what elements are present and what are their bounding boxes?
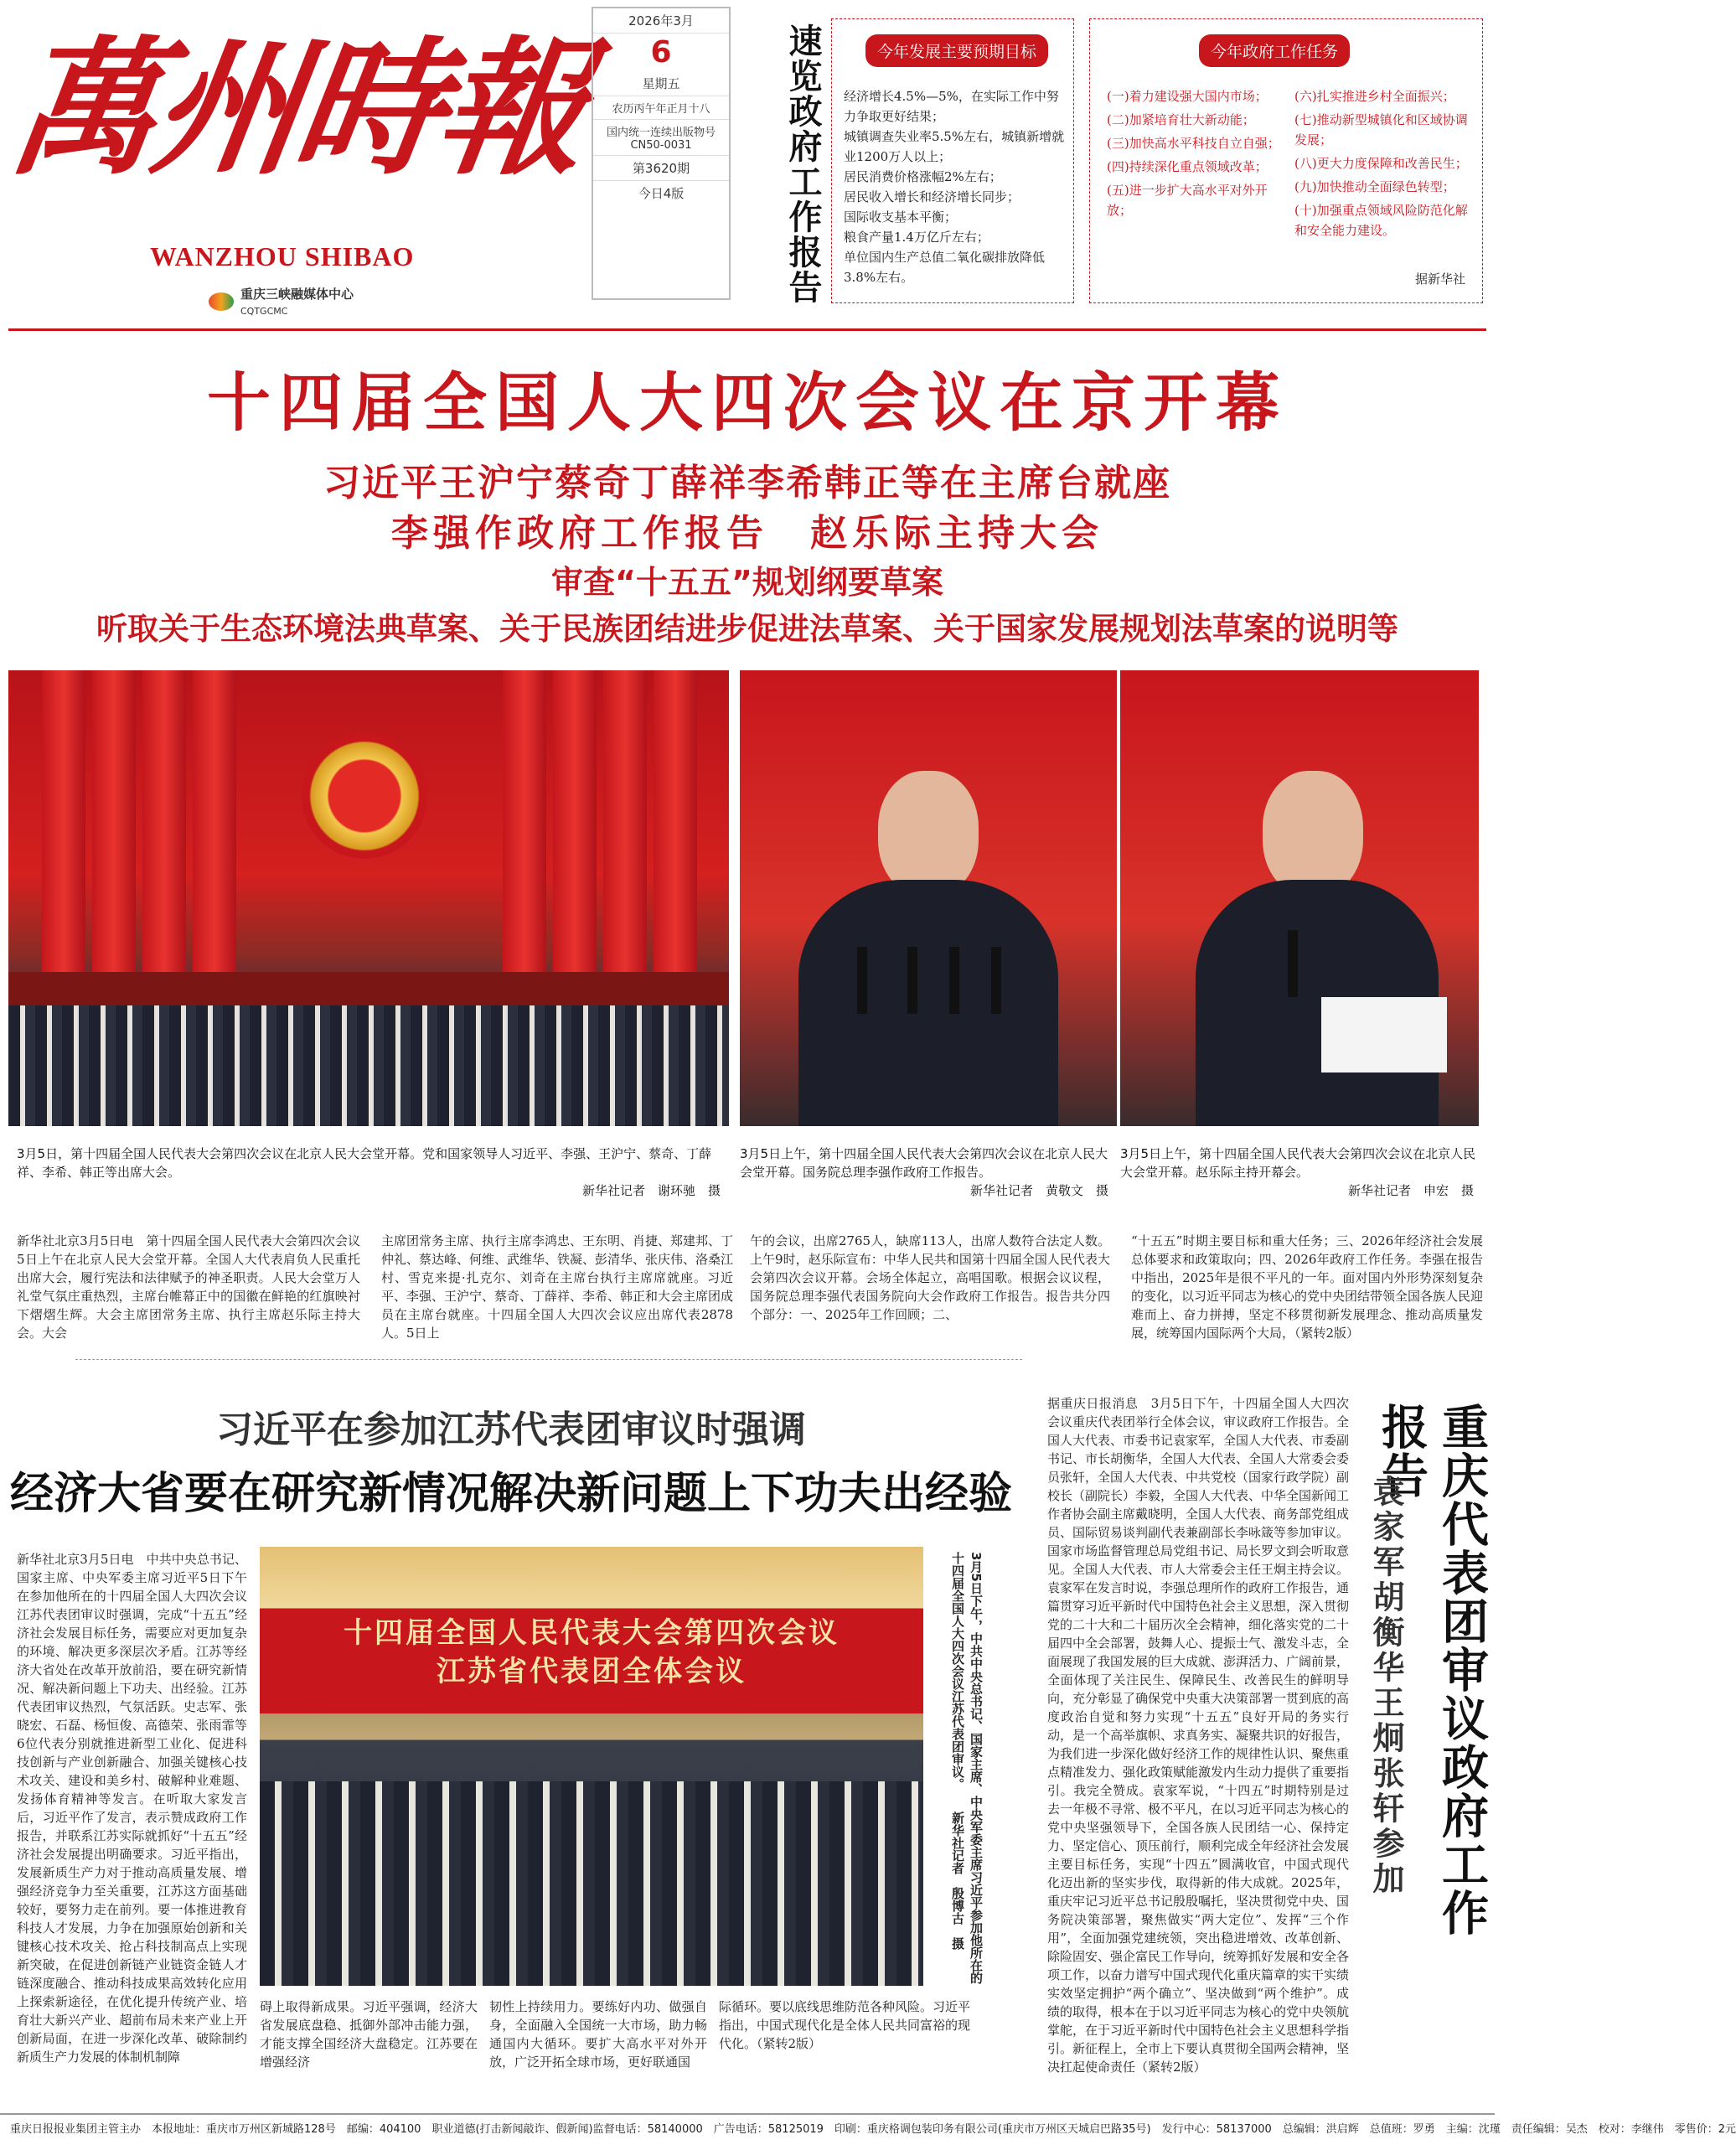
issue-number: 第3620期 bbox=[593, 156, 729, 181]
opening-hall-photo bbox=[8, 670, 729, 1126]
target-item: 城镇调查失业率5.5%左右，城镇新增就业1200万人以上； bbox=[844, 129, 1065, 164]
lead-story-col3: 午的会议，出席2765人，缺席113人，出席人数符合法定人数。上午9时，赵乐际宣布：中华人民共和国第十四届全国人民代表大会第四次会议开幕。会场全体起立，高唱国歌。根据会议议程，国务院总理李强代表国务院向大会作政府工作报告。报告共分四个部分：一、2025年工作回顾；二、 bbox=[750, 1233, 1110, 1322]
photo-caption-3: 3月5日上午，第十四届全国人民代表大会第四次会议在北京人民大会堂开幕。赵乐际主持开幕会。 新华社记者 申宏 摄 bbox=[1120, 1146, 1476, 1198]
subheadline-1: 习近平王沪宁蔡奇丁薛祥李希韩正等在主席台就座 bbox=[323, 462, 1171, 504]
page-count: 今日4版 bbox=[638, 186, 685, 201]
national-emblem-icon bbox=[302, 733, 427, 859]
targets-list bbox=[844, 86, 1067, 287]
section-divider bbox=[75, 1359, 1022, 1360]
story2-photo-caption: 3月5日下午，中共中央总书记、国家主席、中央军委主席习近平参加他所在的十四届全国人大四次会议江苏代表团审议。 新华社记者 殷博古 摄 bbox=[950, 1552, 984, 1984]
subheadline-4: 听取关于生态环境法典草案、关于民族团结进步促进法草案、关于国家发展规划法草案的说明等 bbox=[96, 611, 1398, 647]
lunar-date: 农历丙午年正月十八 bbox=[593, 96, 729, 120]
year-month: 2026年3月 bbox=[593, 8, 729, 34]
target-item: 单位国内生产总值二氧化碳排放降低3.8%左右。 bbox=[844, 250, 1046, 285]
lead-story-col2: 主席团常务主席、执行主席李鸿忠、王东明、肖捷、郑建邦、丁仲礼、蔡达峰、何维、武维华、铁凝、彭清华、张庆伟、洛桑江村、雪克来提·扎克尔、刘奇在主席台执行主席席就座。习近平、李强、王沪宁、蔡奇、丁薛祥、李希、韩正和大会主席团成员在主席台就座。十四届全国人大四次会议应出席代表2878人。5日上 bbox=[381, 1233, 734, 1341]
jiangsu-meeting-photo bbox=[260, 1547, 923, 1986]
task-item: (五)进一步扩大高水平对外开放； bbox=[1107, 183, 1268, 218]
media-center-logo bbox=[209, 285, 354, 318]
story2-kicker: 习近平在参加江苏代表团审议时强调 bbox=[216, 1408, 806, 1451]
footer-info: 重庆日报报业集团主管主办 本报地址：重庆市万州区新城路128号 邮编：404100 职业道德(打击新闻敲诈、假新闻)监督电话：58140000 广告电话：58125019 印刷：重庆格调包装印务有限公司(重庆市万州区天城启巴路35号) 发行中心：58137000 总编辑：洪启辉 总值班：罗勇 主编：沈瑾 责任编辑：吴杰 校对：李继伟 零售价：2元 bbox=[0, 2113, 1495, 2145]
cn-number: 国内统一连续出版物号 CN50-0031 bbox=[593, 120, 729, 156]
story2-col2: 碍上取得新成果。习近平强调，经济大省发展底盘稳、抵御外部冲击能力强，才能支撑全国经济大盘稳定。江苏要在增强经济 bbox=[260, 1999, 478, 2070]
source-credit: 据新华社 bbox=[1414, 271, 1465, 287]
masthead-divider bbox=[8, 328, 1486, 331]
day-number: 6 bbox=[650, 35, 672, 70]
tasks-right bbox=[1294, 86, 1470, 244]
main-headline: 十四届全国人大四次会议在京开幕 bbox=[207, 365, 1288, 440]
tasks-box bbox=[1089, 18, 1483, 303]
tasks-left bbox=[1107, 86, 1283, 224]
lead-story-col1: 新华社北京3月5日电 第十四届全国人民代表大会第四次会议5日上午在北京人民大会堂开幕。全国人大代表肩负人民重托出席大会，履行宪法和法律赋予的神圣职责。人民大会堂万人礼堂气氛庄重热烈，主席台帷幕正中的国徽在鲜艳的红旗映衬下熠熠生辉。大会主席团常务主席、执行主席赵乐际主持大会。大会 bbox=[17, 1233, 360, 1341]
weekday: 星期五 bbox=[593, 71, 729, 96]
story2-col1: 新华社北京3月5日电 中共中央总书记、国家主席、中央军委主席习近平5日下午在参加他所在的十四届全国人大四次会议江苏代表团审议时强调，完成“十五五”经济社会发展目标任务，需要应对更加复杂的环境、解决更多深层次矛盾。江苏等经济大省处在改革开放前沿，要在研究新情况、解决新问题上下功夫、出经验。江苏代表团审议热烈，气氛活跃。史志军、张晓宏、石磊、杨恒俊、高德荣、张雨霏等6位代表分别就推进新型工业化、促进科技创新与产业创新融合、加强关键核心技术攻关、建设和美乡村、破解种业难题、发扬体育精神等发言。在听取大家发言后，习近平作了发言，表示赞成政府工作报告，并联系江苏实际就抓好“十五五”经济社会发展提出明确要求。习近平指出，发展新质生产力对于推动高质量发展、增强经济竞争力至关重要，江苏这方面基础较好，要努力走在前列。要一体推进教育科技人才发展，力争在加强原始创新和关键核心技术攻关、抢占科技制高点上实现新突破，在促进创新链产业链资金链人才链深度融合、推动科技成果高效转化应用上探索新途径，在优化提升传统产业、培育壮大新兴产业、超前布局未来产业上开创新局面，在进一步深化改革、破除制约新质生产力发展的体制机制障 bbox=[17, 1552, 247, 2065]
zhao-leji-photo bbox=[1120, 670, 1479, 1126]
date-box bbox=[592, 7, 731, 300]
task-item: (七)推动新型城镇化和区域协调发展； bbox=[1294, 112, 1468, 147]
target-item: 粮食产量1.4万亿斤左右； bbox=[844, 230, 989, 245]
task-item: (四)持续深化重点领域改革； bbox=[1107, 159, 1268, 174]
target-item: 国际收支基本平衡； bbox=[844, 209, 958, 225]
target-item: 居民消费价格涨幅2%左右； bbox=[844, 169, 1002, 184]
task-item: (六)扎实推进乡村全面振兴； bbox=[1294, 89, 1455, 104]
story2-col3: 韧性上持续用力。要练好内功、做强自身，全面融入全国统一大市场，助力畅通国内大循环。要扩大高水平对外开放，广泛开拓全球市场，更好联通国 bbox=[489, 1999, 707, 2070]
summary-title: 速览政府工作报告 bbox=[783, 23, 822, 305]
story2-col4: 际循环。要以底线思维防范各种风险。习近平指出，中国式现代化是全体人民共同富裕的现代化。（紧转2版） bbox=[719, 1999, 971, 2051]
story3-subtitle: 袁家军胡衡华王炯张轩参加 bbox=[1367, 1475, 1404, 1897]
story2-title: 经济大省要在研究新情况解决新问题上下功夫出经验 bbox=[9, 1469, 1012, 1519]
story3-body: 据重庆日报消息 3月5日下午，十四届全国人大四次会议重庆代表团举行全体会议，审议政府工作报告。全国人大代表、市委书记袁家军，全国人大代表、市委副书记、市长胡衡华，全国人大代表、全国人大常委会委员张轩，全国人大代表、中共党校（国家行政学院）副校长（副院长）李毅，全国人大代表、中华全国新闻工作者协会副主席戴晓明，全国人大代表、商务部党组成员、国际贸易谈判副代表兼副部长李咏箴等参加审议。国家市场监督管理总局党组书记、局长罗文到会听取意见。全国人大代表、市人大常委会主任王炯主持会议。袁家军在发言时说，李强总理所作的政府工作报告，通篇贯穿习近平新时代中国特色社会主义思想，深入贯彻党的二十大和二十届历次全会精神，细化落实党的二十届四中全会部署，鼓舞人心、提振士气、激发斗志，全面展现了我国发展的巨大成就、澎湃活力、广阔前景，全面体现了关注民生、保障民生、改善民生的鲜明导向，充分彰显了确保党中央重大决策部署一贯到底的高度政治自觉和努力实现“十五五”良好开局的务实行动，是一个高举旗帜、求真务实、凝聚共识的好报告，为我们进一步深化做好经济工作的规律性认识、聚焦重点精准发力、强化政策赋能激发内生动力提供了重要指引。我完全赞成。袁家军说，“十四五”时期特别是过去一年极不寻常、极不平凡，在以习近平同志为核心的党中央坚强领导下，全国各族人民团结一心、保持定力、坚定信心、顶压前行，顺利完成全年经济社会发展主要目标任务，实现“十四五”圆满收官，中国式现代化迈出新的坚实步伐，取得新的伟大成就。2025年，重庆牢记习近平总书记殷殷嘱托，坚决贯彻党中央、国务院决策部署，聚焦做实“两大定位”、发挥“三个作用”，全面加强党建统领，突出稳进增效、改革创新、除险固安、强企富民工作导向，统筹抓好发展和安全各项工作，以奋力谱写中国式现代化重庆篇章的实干实绩实效坚定拥护“两个确立”、坚决做到“两个维护”。成绩的取得，根本在于以习近平同志为核心的党中央领航掌舵，在于习近平新时代中国特色社会主义思想科学指引。新征程上，全市上下要认真贯彻全国两会精神，坚决扛起使命责任（紧转2版） bbox=[1047, 1396, 1350, 2075]
targets-label: 今年发展主要预期目标 bbox=[865, 34, 1048, 67]
task-item: (二)加紧培育壮大新动能； bbox=[1107, 112, 1255, 127]
subheadline-3: 审查“十五五”规划纲要草案 bbox=[551, 564, 943, 601]
photo-caption-2: 3月5日上午，第十四届全国人民代表大会第四次会议在北京人民大会堂开幕。国务院总理李强作政府工作报告。 新华社记者 黄敬文 摄 bbox=[740, 1146, 1108, 1198]
media-center-name: 重庆三峡融媒体中心 CQTGCMC bbox=[240, 287, 354, 317]
targets-box bbox=[831, 18, 1074, 303]
target-item: 居民收入增长和经济增长同步； bbox=[844, 189, 1020, 204]
tasks-label: 今年政府工作任务 bbox=[1199, 34, 1350, 67]
li-qiang-photo bbox=[740, 670, 1117, 1126]
newspaper-pinyin: WANZHOU SHIBAO bbox=[150, 241, 415, 271]
masthead bbox=[0, 22, 594, 317]
story3-title: 重庆代表团审议政府工作报告 bbox=[1374, 1403, 1489, 1937]
task-item: (十)加强重点领域风险防范化解和安全能力建设。 bbox=[1294, 203, 1468, 238]
lead-story-col4: “十五五”时期主要目标和重大任务；三、2026年经济社会发展总体要求和政策取向；四、2026年政府工作任务。李强在报告中指出，2025年是很不平凡的一年。面对国内外形势深刻复杂的变化，以习近平同志为核心的党中央团结带领全国各族人民迎难而上、奋力拼搏，坚定不移贯彻新发展理念、推动高质量发展，统筹国内国际两个大局，（紧转2版） bbox=[1131, 1233, 1484, 1341]
task-item: (八)更大力度保障和改善民生； bbox=[1294, 156, 1468, 171]
task-item: (一)着力建设强大国内市场； bbox=[1107, 89, 1268, 104]
newspaper-logo: 萬州時報 bbox=[0, 22, 594, 195]
task-item: (九)加快推动全面绿色转型； bbox=[1294, 179, 1455, 194]
media-logo-icon bbox=[209, 292, 234, 311]
meeting-banner: 十四届全国人民代表大会第四次会议 江苏省代表团全体会议 bbox=[344, 1616, 840, 1688]
target-item: 经济增长4.5%—5%，在实际工作中努力争取更好结果； bbox=[844, 89, 1059, 124]
task-item: (三)加快高水平科技自立自强； bbox=[1107, 136, 1280, 151]
photo-caption-1: 3月5日，第十四届全国人民代表大会第四次会议在北京人民大会堂开幕。党和国家领导人习近平、李强、王沪宁、蔡奇、丁薛祥、李希、韩正等出席大会。 新华社记者 谢环驰 摄 bbox=[17, 1146, 721, 1198]
subheadline-2: 李强作政府工作报告 赵乐际主持大会 bbox=[391, 512, 1103, 555]
